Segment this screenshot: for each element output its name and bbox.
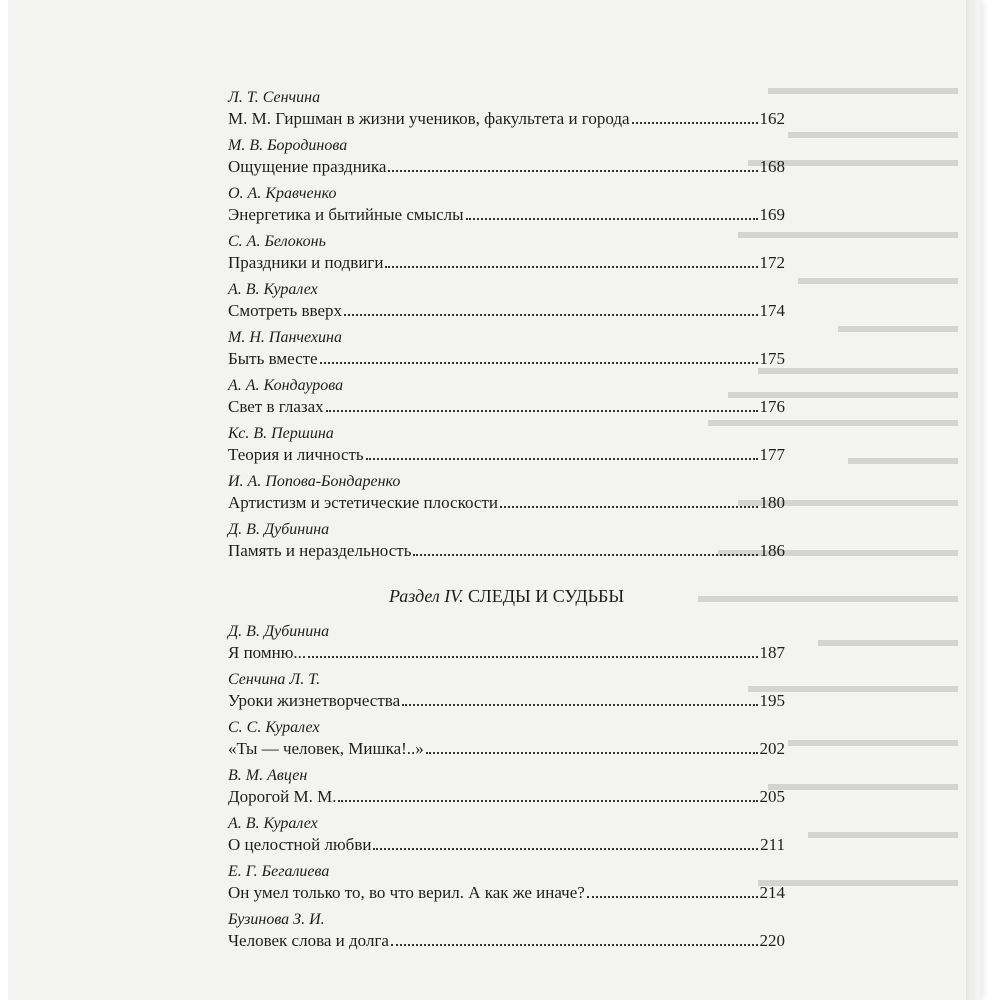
toc-entry-title: О целостной любви — [228, 835, 372, 854]
toc-entry-leader-dots — [308, 656, 757, 658]
toc-entry-leader-dots — [426, 752, 758, 754]
toc-entry — [228, 670, 785, 712]
toc-entry-title: Артистизм и эстетические плоскости — [228, 493, 498, 512]
toc-entry — [228, 862, 785, 904]
toc-entry — [228, 766, 785, 808]
toc-entry-author: С. С. Куралех — [228, 719, 320, 736]
toc-entry-leader-dots — [326, 410, 758, 412]
toc-entry — [228, 136, 785, 178]
toc-entry-title: Энергетика и бытийные смыслы — [228, 205, 464, 224]
toc-entry-title-row — [228, 348, 785, 370]
section-title: СЛЕДЫ И СУДЬБЫ — [467, 586, 625, 606]
toc-entry-title-row — [228, 444, 785, 466]
toc-entry-author: И. А. Попова-Бондаренко — [228, 473, 401, 490]
toc-part-1 — [228, 88, 785, 562]
toc-entry-page-number: 205 — [759, 787, 785, 806]
toc-entry-page-number: 176 — [759, 397, 785, 416]
toc-entry-leader-dots — [391, 944, 758, 946]
toc-entry-title: Теория и личность — [228, 445, 364, 464]
toc-entry-title-row — [228, 690, 785, 712]
toc-entry-title-row — [228, 786, 785, 808]
page-edge — [966, 0, 980, 1000]
toc-entry-title-row — [228, 108, 785, 130]
toc-entry-author: Бузинова З. И. — [228, 911, 325, 928]
section-heading — [228, 584, 785, 608]
toc-entry — [228, 232, 785, 274]
toc-entry-page-number: 187 — [759, 643, 785, 662]
toc-entry — [228, 376, 785, 418]
toc-entry-author: М. Н. Панчехина — [228, 329, 342, 346]
toc-entry-author: Сенчина Л. Т. — [228, 671, 321, 688]
toc-entry-page-number: 177 — [759, 445, 785, 464]
toc-entry-leader-dots — [338, 800, 757, 802]
toc-entry-title-row — [228, 642, 785, 664]
toc-entry-page-number: 186 — [759, 541, 785, 560]
table-of-contents — [228, 88, 785, 958]
toc-entry-author: А. В. Куралех — [228, 281, 318, 298]
toc-entry-leader-dots — [385, 266, 757, 268]
toc-entry-author: М. В. Бородинова — [228, 137, 348, 154]
toc-entry — [228, 280, 785, 322]
toc-entry-title-row — [228, 252, 785, 274]
section-label: Раздел IV. — [388, 586, 464, 606]
toc-entry-page-number: 174 — [759, 301, 785, 320]
toc-entry — [228, 88, 785, 130]
toc-entry-page-number: 162 — [759, 109, 785, 128]
toc-entry-page-number: 180 — [759, 493, 785, 512]
book-page — [8, 0, 980, 1000]
toc-entry-author: О. А. Кравченко — [228, 185, 337, 202]
toc-entry-leader-dots — [344, 314, 758, 316]
toc-entry-page-number: 175 — [759, 349, 785, 368]
toc-entry-title: Свет в глазах — [228, 397, 324, 416]
toc-entry-author: В. М. Авцен — [228, 767, 308, 784]
toc-entry — [228, 520, 785, 562]
toc-entry-title: Смотреть вверх — [228, 301, 342, 320]
toc-entry-title: Память и нераздельность — [228, 541, 412, 560]
toc-entry-title-row — [228, 300, 785, 322]
toc-entry-title-row — [228, 204, 785, 226]
toc-entry-leader-dots — [388, 170, 757, 172]
toc-entry-page-number: 214 — [759, 883, 785, 902]
toc-entry-title-row — [228, 540, 785, 562]
toc-entry-title: Дорогой М. М. — [228, 787, 337, 806]
toc-entry-author: А. А. Кондаурова — [228, 377, 344, 394]
toc-entry-title-row — [228, 930, 785, 952]
toc-entry-author: Кс. В. Першина — [228, 425, 334, 442]
toc-entry-leader-dots — [320, 362, 758, 364]
toc-entry-leader-dots — [466, 218, 758, 220]
toc-entry-title: Человек слова и долга — [228, 931, 389, 950]
toc-entry — [228, 472, 785, 514]
toc-entry-title-row — [228, 492, 785, 514]
toc-entry — [228, 184, 785, 226]
toc-entry-leader-dots — [632, 122, 758, 124]
toc-entry — [228, 718, 785, 760]
toc-entry-title: Он умел только то, во что верил. А как же иначе? — [228, 883, 585, 902]
toc-entry-author: Д. В. Дубинина — [228, 521, 330, 538]
toc-entry-title-row — [228, 738, 785, 760]
toc-entry-page-number: 172 — [759, 253, 785, 272]
toc-entry-title-row — [228, 156, 785, 178]
toc-entry-page-number: 195 — [759, 691, 785, 710]
toc-entry-leader-dots — [587, 896, 758, 898]
toc-part-2 — [228, 622, 785, 952]
toc-entry-author: Д. В. Дубинина — [228, 623, 330, 640]
toc-entry-author: Л. Т. Сенчина — [228, 89, 321, 106]
toc-entry-page-number: 220 — [759, 931, 785, 950]
toc-entry-leader-dots — [402, 704, 757, 706]
toc-entry-title-row — [228, 396, 785, 418]
toc-entry-author: С. А. Белоконь — [228, 233, 326, 250]
toc-entry-title: Уроки жизнетворчества — [228, 691, 401, 710]
toc-entry-title: «Ты — человек, Мишка!..» — [228, 739, 424, 758]
toc-entry-leader-dots — [366, 458, 758, 460]
toc-entry-author: А. В. Куралех — [228, 815, 318, 832]
toc-entry-title: М. М. Гиршман в жизни учеников, факультета и города — [228, 109, 630, 128]
toc-entry-page-number: 202 — [759, 739, 785, 758]
toc-entry-title: Быть вместе — [228, 349, 318, 368]
toc-entry-page-number: 169 — [759, 205, 785, 224]
toc-entry-page-number: 211 — [760, 835, 785, 854]
toc-entry-author: Е. Г. Бегалиева — [228, 863, 330, 880]
toc-entry — [228, 910, 785, 952]
toc-entry — [228, 814, 785, 856]
toc-entry-title: Я помню... — [228, 643, 307, 662]
toc-entry — [228, 622, 785, 664]
toc-entry-title-row — [228, 834, 785, 856]
toc-entry-title: Праздники и подвиги — [228, 253, 384, 272]
toc-entry-page-number: 168 — [759, 157, 785, 176]
toc-entry-title: Ощущение праздника — [228, 157, 387, 176]
toc-entry-leader-dots — [373, 848, 758, 850]
toc-entry — [228, 424, 785, 466]
toc-entry-leader-dots — [413, 554, 757, 556]
toc-entry — [228, 328, 785, 370]
toc-entry-leader-dots — [500, 506, 758, 508]
toc-entry-title-row — [228, 882, 785, 904]
